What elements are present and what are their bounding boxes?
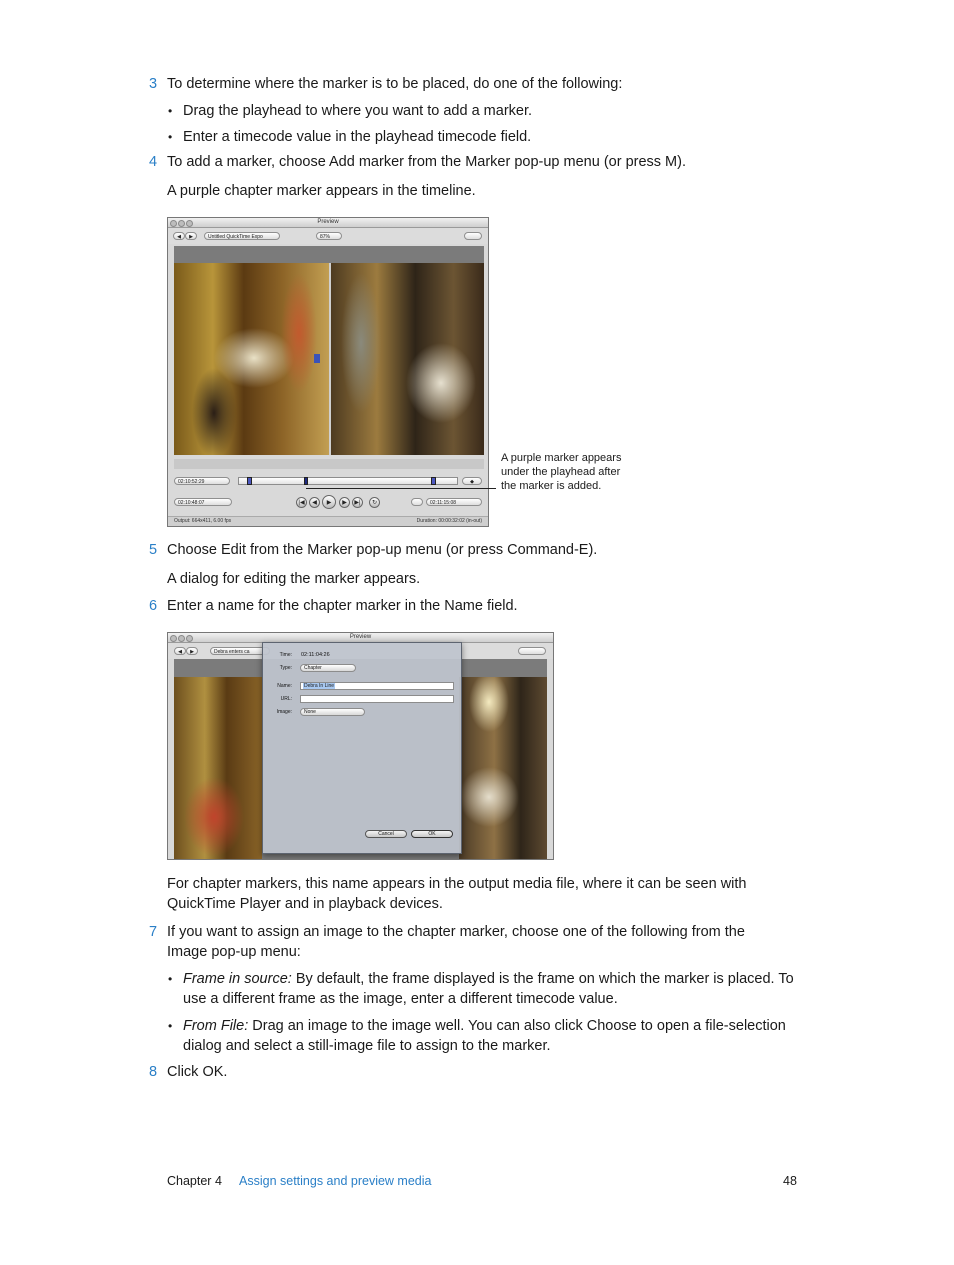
callout-line-3: the marker is added. xyxy=(501,480,602,492)
go-to-end-icon[interactable]: ▶| xyxy=(352,497,363,508)
step-number-5: 5 xyxy=(149,542,158,558)
play-icon[interactable]: ▶ xyxy=(322,495,336,509)
output-info: Output: 664x411, 6.00 fps xyxy=(174,518,232,524)
next-marker-icon[interactable]: ▶ xyxy=(339,497,350,508)
image-label: Image: xyxy=(276,709,292,715)
bullet-term: From File: xyxy=(183,1018,249,1034)
previous-marker-icon[interactable]: ◀ xyxy=(309,497,320,508)
step-7-text-line-2: Image pop-up menu: xyxy=(167,944,301,960)
zoom-popup[interactable]: 87% xyxy=(316,232,342,240)
cancel-button[interactable]: Cancel xyxy=(365,830,407,838)
step-3-bullet-1: Drag the playhead to where you want to add a marker. xyxy=(183,103,533,119)
name-label: Name: xyxy=(277,683,292,689)
name-explanation-line-2: QuickTime Player and in playback devices. xyxy=(167,896,443,912)
name-field-value: Debra In Line xyxy=(304,683,335,689)
type-label: Type: xyxy=(279,665,292,671)
view-mode-button[interactable] xyxy=(518,647,546,655)
marker-popup[interactable]: ◆ xyxy=(462,477,482,485)
video-viewer xyxy=(174,246,484,455)
bullet-description: By default, the frame displayed is the frame on which the marker is placed. To xyxy=(291,971,794,987)
go-to-start-icon[interactable]: |◀ xyxy=(296,497,307,508)
bullet-glyph: • xyxy=(168,1019,173,1033)
set-out-button[interactable] xyxy=(411,498,423,506)
previous-file-button[interactable]: ◀ xyxy=(173,232,185,240)
step-3-bullet-2: Enter a timecode value in the playhead timecode field. xyxy=(183,129,532,145)
step-7-bullet-1-line-2: use a different frame as the image, enter a different timecode value. xyxy=(183,991,618,1007)
callout-line-2: under the playhead after xyxy=(501,466,621,478)
purple-marker-indicator xyxy=(314,354,320,363)
step-5-result: A dialog for editing the marker appears. xyxy=(167,571,421,587)
previous-file-button[interactable]: ◀ xyxy=(174,647,186,655)
time-value: 02:11:04:26 xyxy=(301,652,330,658)
step-4-text: To add a marker, choose Add marker from the Marker pop-up menu (or press M). xyxy=(167,154,686,170)
url-label: URL: xyxy=(280,696,292,702)
playhead-timecode-field[interactable]: 02:10:52:29 xyxy=(174,477,230,485)
in-point-timecode-field[interactable]: 02:10:48:07 xyxy=(174,498,232,506)
callout-line-1: A purple marker appears xyxy=(501,452,622,464)
timeline-track[interactable] xyxy=(238,477,458,485)
footer-section-link[interactable]: Assign settings and preview media xyxy=(239,1174,432,1188)
file-popup[interactable]: Untitled QuickTime Expo xyxy=(204,232,280,240)
time-label: Time: xyxy=(279,652,292,658)
bullet-glyph: • xyxy=(168,104,173,118)
bullet-glyph: • xyxy=(168,130,173,144)
step-7-bullet-1-line-1 xyxy=(183,969,794,989)
step-7-text-line-1: If you want to assign an image to the chapter marker, choose one of the following from the xyxy=(167,924,745,940)
preview-window-screenshot-1 xyxy=(167,217,489,527)
video-frame-right xyxy=(459,677,547,859)
step-7-bullet-2-line-1 xyxy=(183,1016,786,1036)
step-number-3: 3 xyxy=(149,76,158,92)
step-number-4: 4 xyxy=(149,154,158,170)
out-point-timecode-field[interactable]: 02:11:15:08 xyxy=(426,498,482,506)
step-3-text: To determine where the marker is to be placed, do one of the following: xyxy=(167,76,623,92)
window-title: Preview xyxy=(317,219,339,225)
step-4-result: A purple chapter marker appears in the timeline. xyxy=(167,183,476,199)
step-8-text: Click OK. xyxy=(167,1064,228,1080)
step-number-6: 6 xyxy=(149,598,158,614)
video-frame-right xyxy=(331,263,484,455)
step-number-8: 8 xyxy=(149,1064,158,1080)
in-point-marker[interactable] xyxy=(247,477,252,485)
timeline-row xyxy=(168,473,488,489)
callout-text xyxy=(501,451,621,493)
video-frame-left xyxy=(174,263,329,455)
scrubber-bar[interactable] xyxy=(174,459,484,469)
next-file-button[interactable]: ▶ xyxy=(185,232,197,240)
next-file-button[interactable]: ▶ xyxy=(186,647,198,655)
page-number: 48 xyxy=(783,1174,797,1188)
video-frame-left xyxy=(174,677,262,859)
callout-line xyxy=(306,488,496,489)
loop-icon[interactable]: ↻ xyxy=(369,497,380,508)
chapter-marker[interactable] xyxy=(304,477,308,485)
name-field[interactable] xyxy=(300,682,454,690)
image-popup[interactable]: None xyxy=(300,708,365,716)
file-popup[interactable]: Debra enters ca xyxy=(210,647,270,655)
type-popup[interactable]: Chapter xyxy=(300,664,356,672)
window-title: Preview xyxy=(349,634,372,640)
bullet-term: Frame in source: xyxy=(183,971,292,987)
duration-info: Duration: 00:00:32:02 (in-out) xyxy=(416,518,482,524)
window-title-bar xyxy=(168,218,488,228)
out-point-marker[interactable] xyxy=(431,477,436,485)
footer-chapter: Chapter 4 xyxy=(167,1174,222,1188)
step-7-bullet-2-line-2: dialog and select a still-image file to assign to the marker. xyxy=(183,1038,551,1054)
bullet-glyph: • xyxy=(168,972,173,986)
preview-toolbar xyxy=(168,228,488,244)
ok-button[interactable]: OK xyxy=(411,830,453,838)
view-mode-button[interactable] xyxy=(464,232,482,240)
url-field[interactable] xyxy=(300,695,454,703)
transport-row xyxy=(168,494,488,516)
name-explanation-line-1: For chapter markers, this name appears in the output media file, where it can be seen with xyxy=(167,876,747,892)
step-number-7: 7 xyxy=(149,924,158,940)
marker-edit-dialog xyxy=(262,642,462,854)
preview-window-screenshot-2 xyxy=(167,632,554,860)
status-bar xyxy=(168,516,488,526)
step-5-text: Choose Edit from the Marker pop-up menu (or press Command-E). xyxy=(167,542,598,558)
step-6-text: Enter a name for the chapter marker in the Name field. xyxy=(167,598,518,614)
bullet-description: Drag an image to the image well. You can also click Choose to open a file-selection xyxy=(248,1018,786,1034)
